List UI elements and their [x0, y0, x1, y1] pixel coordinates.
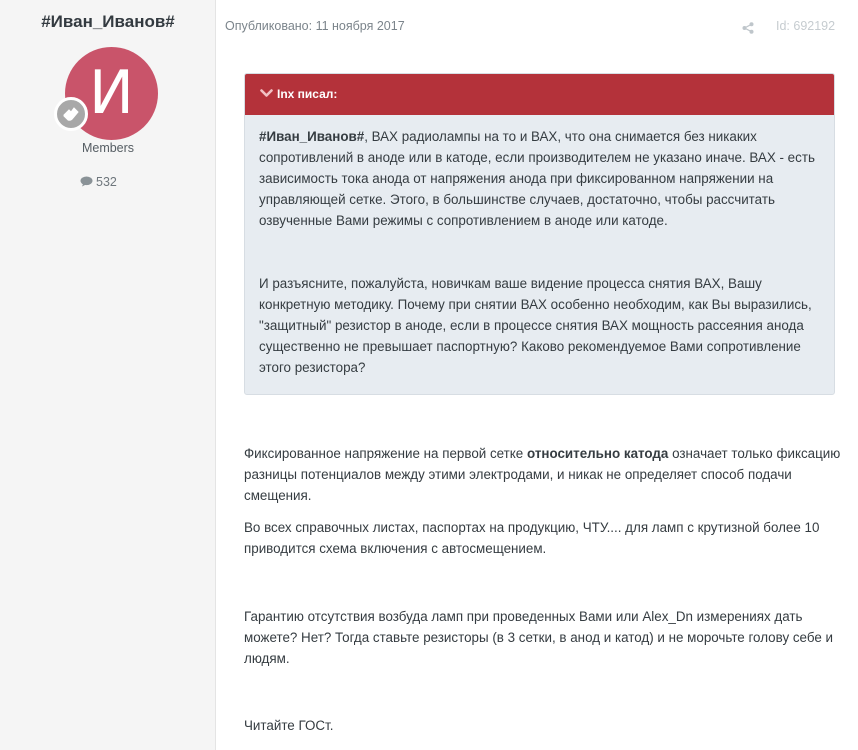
quote-author: Inx писал: — [277, 87, 338, 101]
body-paragraph-1: Фиксированное напряжение на первой сетке относительно катода означает только фиксацию разницы потенциалов между этими электродами, и никак не определяет способ подачи смещения. — [244, 446, 841, 503]
hand-badge-icon — [54, 97, 88, 131]
member-group: Members — [81, 141, 135, 155]
quote-paragraph-2: И разъясните, пожалуйста, новичкам ваше видение процесса снятия ВАХ, Вашу конкретную методику. Почему при снятии ВАХ особенно необходим, как Вы выразились, "защитный" резистор в аноде, если в процессе снятия ВАХ мощность рассеяния анода существенно не превышает паспортную? Каково рекомендуемое Вами сопротивление этого резистора? — [259, 276, 812, 375]
comment-bubble-icon — [80, 176, 93, 190]
mention-link[interactable]: #Иван_Иванов# — [259, 129, 365, 144]
published-date: Опубликовано: 11 ноября 2017 — [225, 19, 405, 33]
body-paragraph-2: Во всех справочных листах, паспортах на продукцию, ЧТУ.... для ламп с крутизной более 10 приводится схема включения с автосмещением. — [244, 520, 820, 556]
quote-paragraph-1: #Иван_Иванов#, ВАХ радиолампы на то и ВАХ, что она снимается без никаких сопротивлений в аноде или в катоде, если производителем не указано иначе. ВАХ - есть зависимость тока анода от напряжения анода при фиксированном напряжении на управляющей сетке. Этого, в большинстве случаев, достаточно, чтобы рассчитать озвученные Вами режимы с сопротивлением в аноде или катоде. — [259, 129, 815, 228]
post-count — [80, 175, 117, 190]
quote-block — [244, 73, 835, 395]
chevron-down-icon[interactable] — [260, 74, 273, 115]
quote-body — [245, 115, 834, 378]
quote-header[interactable] — [245, 74, 834, 115]
share-icon[interactable] — [742, 21, 754, 39]
body-paragraph-4: Читайте ГОСт. — [244, 718, 334, 733]
author-sidebar — [0, 0, 216, 750]
avatar[interactable]: И — [65, 47, 158, 140]
post-count-value: 532 — [96, 175, 117, 189]
author-name[interactable]: #Иван_Иванов# — [41, 12, 175, 31]
bold-text: относительно катода — [526, 446, 669, 461]
body-paragraph-3: Гарантию отсутствия возбуда ламп при проведенных Вами или Alex_Dn измерениях дать можете? Нет? Тогда ставьте резисторы (в 3 сетки, в анод и катод) и не морочьте голову себе и людям. — [244, 609, 834, 666]
post-id[interactable]: Id: 692192 — [776, 19, 836, 33]
